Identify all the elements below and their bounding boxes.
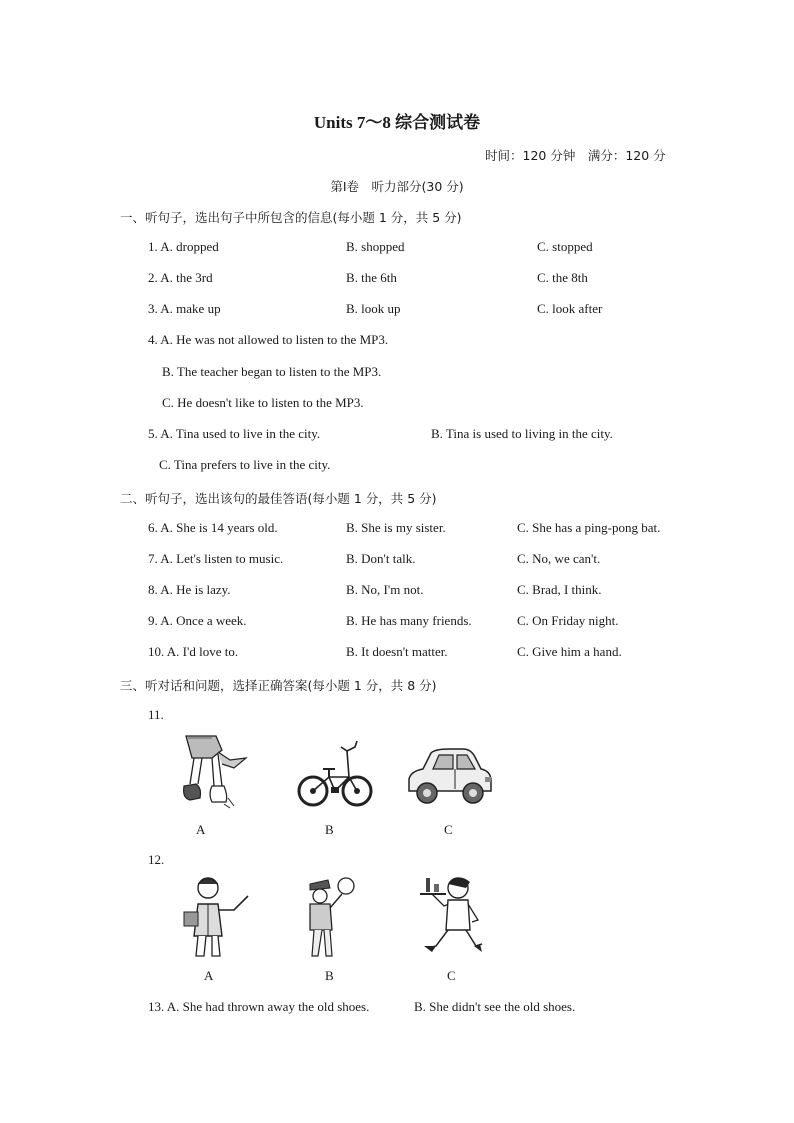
q13-option-a: 13. A. She had thrown away the old shoes.: [148, 999, 370, 1014]
q2-option-c: C. the 8th: [537, 270, 588, 285]
q10-option-b: B. It doesn't matter.: [346, 644, 448, 659]
car-picture: [405, 745, 495, 807]
q1-option-b: B. shopped: [346, 239, 405, 254]
q8-option-a: 8. A. He is lazy.: [148, 582, 231, 597]
q1-option-a: 1. A. dropped: [148, 239, 219, 254]
q11-label-a: A: [196, 822, 206, 837]
q5-option-a: 5. A. Tina used to live in the city.: [148, 426, 321, 441]
q8-option-c: C. Brad, I think.: [517, 582, 602, 597]
teacher-picture: [178, 874, 252, 960]
q12-label-a: A: [204, 968, 214, 983]
exam-meta: 时间：120 分钟 满分：120 分: [485, 148, 666, 163]
q7-option-c: C. No, we can't.: [517, 551, 601, 566]
q6-option-b: B. She is my sister.: [346, 520, 446, 535]
q6-option-c: C. She has a ping-pong bat.: [517, 520, 661, 535]
q2-option-a: 2. A. the 3rd: [148, 270, 213, 285]
q12-number: 12.: [148, 852, 165, 867]
q4-option-b: B. The teacher began to listen to the MP3.: [162, 364, 382, 379]
q3-option-a: 3. A. make up: [148, 301, 221, 316]
walking-legs-picture: [172, 732, 254, 810]
q2-option-b: B. the 6th: [346, 270, 397, 285]
section2-heading: 二、听句子，选出该句的最佳答语(每小题 1 分，共 5 分): [120, 491, 437, 506]
q9-option-c: C. On Friday night.: [517, 613, 619, 628]
q7-option-b: B. Don't talk.: [346, 551, 416, 566]
q3-option-c: C. look after: [537, 301, 603, 316]
part-title: 第Ⅰ卷 听力部分(30 分): [330, 179, 464, 194]
policeman-picture: [302, 876, 358, 960]
q1-option-c: C. stopped: [537, 239, 593, 254]
q5-option-c: C. Tina prefers to live in the city.: [159, 457, 331, 472]
bicycle-picture: [297, 737, 375, 811]
q3-option-b: B. look up: [346, 301, 401, 316]
q11-label-c: C: [444, 822, 453, 837]
q12-label-c: C: [447, 968, 456, 983]
q9-option-a: 9. A. Once a week.: [148, 613, 247, 628]
q8-option-b: B. No, I'm not.: [346, 582, 424, 597]
q11-label-b: B: [325, 822, 334, 837]
waiter-picture: [418, 874, 484, 960]
section1-heading: 一、听句子，选出句子中所包含的信息(每小题 1 分，共 5 分): [120, 210, 462, 225]
section3-heading: 三、听对话和问题，选择正确答案(每小题 1 分，共 8 分): [120, 678, 437, 693]
page-title: Units 7～8 综合测试卷: [313, 113, 481, 132]
q13-option-b: B. She didn't see the old shoes.: [414, 999, 576, 1014]
q10-option-a: 10. A. I'd love to.: [148, 644, 239, 659]
q11-number: 11.: [148, 707, 164, 722]
q5-option-b: B. Tina is used to living in the city.: [431, 426, 613, 441]
q9-option-b: B. He has many friends.: [346, 613, 472, 628]
q10-option-c: C. Give him a hand.: [517, 644, 622, 659]
q4-option-a: 4. A. He was not allowed to listen to the MP3.: [148, 332, 389, 347]
q4-option-c: C. He doesn't like to listen to the MP3.: [162, 395, 364, 410]
q6-option-a: 6. A. She is 14 years old.: [148, 520, 278, 535]
q12-label-b: B: [325, 968, 334, 983]
q7-option-a: 7. A. Let's listen to music.: [148, 551, 284, 566]
